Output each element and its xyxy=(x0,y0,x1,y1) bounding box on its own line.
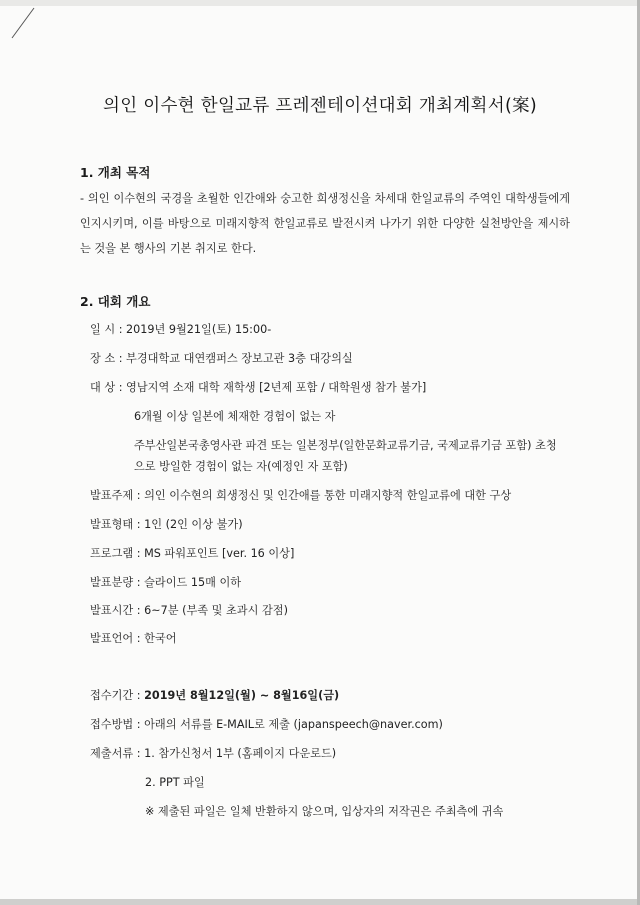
overview-eligibility-condition-1: 6개월 이상 일본에 체재한 경험이 없는 자 xyxy=(134,410,336,423)
submission-period xyxy=(90,687,339,703)
scan-edge-top xyxy=(0,0,640,6)
overview-eligibility-condition-2: 주부산일본국총영사관 파견 또는 일본정부(일한문화교류기금, 국제교류기금 포함) 초청 xyxy=(134,439,557,452)
submission-notice: ※ 제출된 파일은 일체 반환하지 않으며, 입상자의 저작권은 주최측에 귀속 xyxy=(145,805,504,818)
overview-topic: 발표주제 : 의인 이수현의 희생정신 및 인간애를 통한 미래지향적 한일교류에 대한 구상 xyxy=(90,489,512,502)
overview-eligibility-condition-2-cont: 으로 방일한 경험이 없는 자(예정인 자 포함) xyxy=(134,460,348,473)
section-heading-purpose: 1. 개최 목적 xyxy=(80,165,151,180)
overview-format: 발표형태 : 1인 (2인 이상 불가) xyxy=(90,518,243,531)
overview-time: 발표시간 : 6~7분 (부족 및 초과시 감점) xyxy=(90,604,288,617)
submission-method: 접수방법 : 아래의 서류를 E-MAIL로 제출 (japanspeech@naver.com) xyxy=(90,718,443,731)
purpose-paragraph: - 의인 이수현의 국경을 초월한 인간애와 숭고한 희생정신을 차세대 한일교류의 주역인 대학생들에게 인지시키며, 이를 바탕으로 미래지향적 한일교류로 발전시켜 나가기 위한 다양한 실천방안을 제시하는 것을 본 행사의 기본 취지로 한다. xyxy=(80,192,570,255)
document-title: 의인 이수현 한일교류 프레젠테이션대회 개최계획서(案) xyxy=(102,96,537,116)
section-heading-overview: 2. 대회 개요 xyxy=(80,294,151,309)
overview-language: 발표언어 : 한국어 xyxy=(90,632,177,645)
submission-docs-2: 2. PPT 파일 xyxy=(145,776,205,789)
overview-length: 발표분량 : 슬라이드 15매 이하 xyxy=(90,576,242,589)
submission-period-label: 접수기간 : xyxy=(90,689,145,702)
submission-docs-1: 제출서류 : 1. 참가신청서 1부 (홈페이지 다운로드) xyxy=(90,747,337,760)
overview-venue: 장 소 : 부경대학교 대연캠퍼스 장보고관 3층 대강의실 xyxy=(90,352,353,365)
pen-mark xyxy=(10,6,36,40)
overview-date: 일 시 : 2019년 9월21일(토) 15:00- xyxy=(90,323,272,336)
submission-period-value: 2019년 8월12일(월) ~ 8월16일(금) xyxy=(144,689,340,702)
overview-eligibility: 대 상 : 영남지역 소재 대학 재학생 [2년제 포함 / 대학원생 참가 불가] xyxy=(90,381,427,394)
scan-edge-bottom xyxy=(0,899,640,905)
overview-program: 프로그램 : MS 파워포인트 [ver. 16 이상] xyxy=(90,547,295,560)
